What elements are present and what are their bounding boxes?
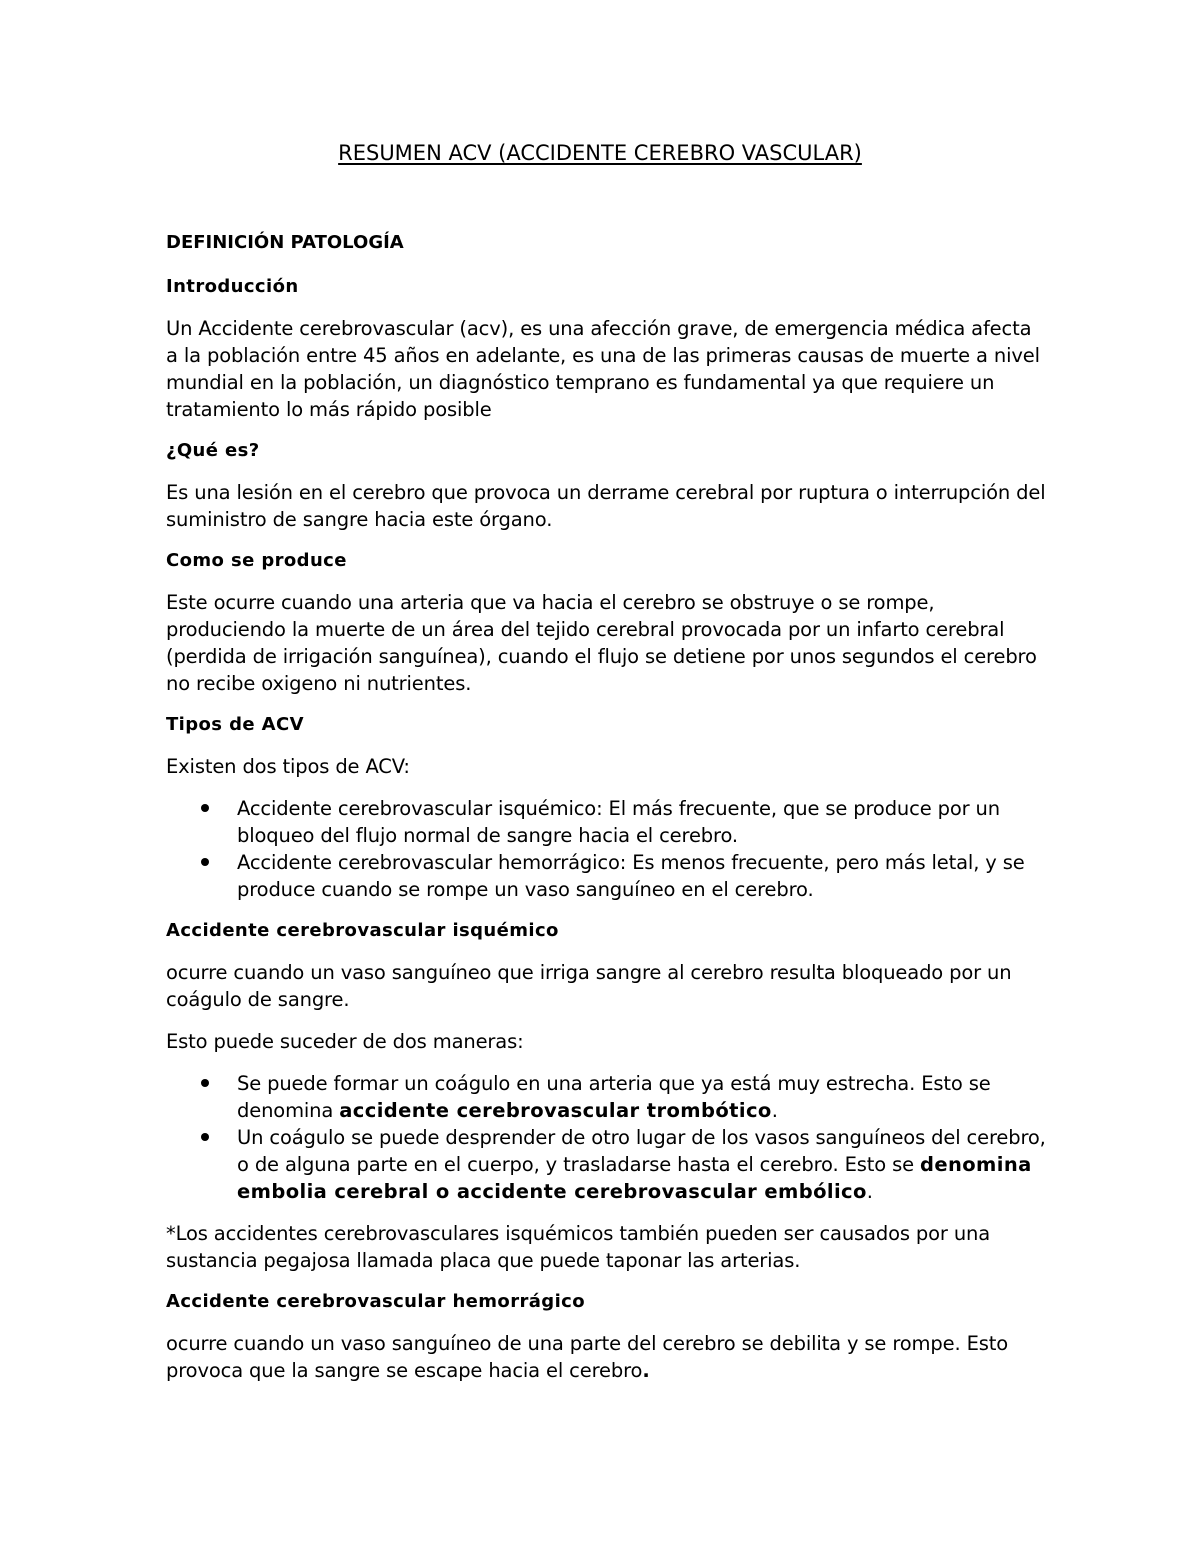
intro-heading: Introducción bbox=[166, 276, 299, 297]
list-item-bold: denomina embolia cerebral o accidente cerebrovascular embólico bbox=[237, 1153, 1032, 1203]
tipos-heading: Tipos de ACV bbox=[166, 714, 304, 735]
list-item bbox=[166, 1070, 1046, 1124]
bullet-icon bbox=[201, 858, 209, 866]
que-es-heading: ¿Qué es? bbox=[166, 440, 260, 461]
hemorragico-paragraph bbox=[166, 1330, 1046, 1384]
como-paragraph: Este ocurre cuando una arteria que va hacia el cerebro se obstruye o se rompe, produciendo la muerte de un área del tejido cerebral provocada por un infarto cerebral (perdida de irrigación sanguínea), cuando el flujo se detiene por unos segundos el cerebro no recibe oxigeno ni nutrientes. bbox=[166, 591, 1037, 695]
como-heading: Como se produce bbox=[166, 550, 347, 571]
list-item-text: Accidente cerebrovascular hemorrágico: Es menos frecuente, pero más letal, y se produce cuando se rompe un vaso sanguíneo en el cerebro. bbox=[237, 851, 1025, 901]
isquemico-ways-intro: Esto puede suceder de dos maneras: bbox=[166, 1030, 524, 1053]
list-item-text: Un coágulo se puede desprender de otro lugar de los vasos sanguíneos del cerebro, o de alguna parte en el cuerpo, y trasladarse hasta el cerebro. Esto se bbox=[237, 1126, 1046, 1176]
isquemico-heading: Accidente cerebrovascular isquémico bbox=[166, 920, 559, 941]
document-title: RESUMEN ACV (ACCIDENTE CEREBRO VASCULAR) bbox=[338, 141, 862, 165]
list-item-text: Accidente cerebrovascular isquémico: El más frecuente, que se produce por un bloqueo del flujo normal de sangre hacia el cerebro. bbox=[237, 797, 1000, 847]
bullet-icon bbox=[201, 804, 209, 812]
hemorragico-end: . bbox=[642, 1359, 651, 1382]
list-item bbox=[166, 795, 1046, 849]
list-item-text: Se puede formar un coágulo en una arteria que ya está muy estrecha. Esto se denomina bbox=[237, 1072, 991, 1122]
list-item-end: . bbox=[771, 1099, 778, 1122]
section-title: DEFINICIÓN PATOLOGÍA bbox=[166, 232, 404, 253]
list-item bbox=[166, 849, 1046, 903]
tipos-intro: Existen dos tipos de ACV: bbox=[166, 755, 410, 778]
isquemico-paragraph: ocurre cuando un vaso sanguíneo que irriga sangre al cerebro resulta bloqueado por un coágulo de sangre. bbox=[166, 961, 1012, 1011]
que-es-paragraph: Es una lesión en el cerebro que provoca un derrame cerebral por ruptura o interrupción del suministro de sangre hacia este órgano. bbox=[166, 481, 1046, 531]
isquemico-list bbox=[166, 1070, 1046, 1205]
isquemico-note: *Los accidentes cerebrovasculares isquémicos también pueden ser causados por una sustancia pegajosa llamada placa que puede taponar las arterias. bbox=[166, 1222, 991, 1272]
list-item bbox=[166, 1124, 1046, 1205]
hemorragico-heading: Accidente cerebrovascular hemorrágico bbox=[166, 1291, 585, 1312]
bullet-icon bbox=[201, 1133, 209, 1141]
list-item-bold: accidente cerebrovascular trombótico bbox=[339, 1099, 772, 1122]
bullet-icon bbox=[201, 1079, 209, 1087]
hemorragico-text: ocurre cuando un vaso sanguíneo de una parte del cerebro se debilita y se rompe. Esto provoca que la sangre se escape hacia el cerebro bbox=[166, 1332, 1009, 1382]
document-body bbox=[166, 138, 1046, 1399]
intro-paragraph: Un Accidente cerebrovascular (acv), es una afección grave, de emergencia médica afecta a la población entre 45 años en adelante, es una de las primeras causas de muerte a nivel mundial en la población, un diagnóstico temprano es fundamental ya que requiere un tratamiento lo más rápido posible bbox=[166, 317, 1040, 421]
list-item-end: . bbox=[866, 1180, 873, 1203]
tipos-list bbox=[166, 795, 1046, 903]
